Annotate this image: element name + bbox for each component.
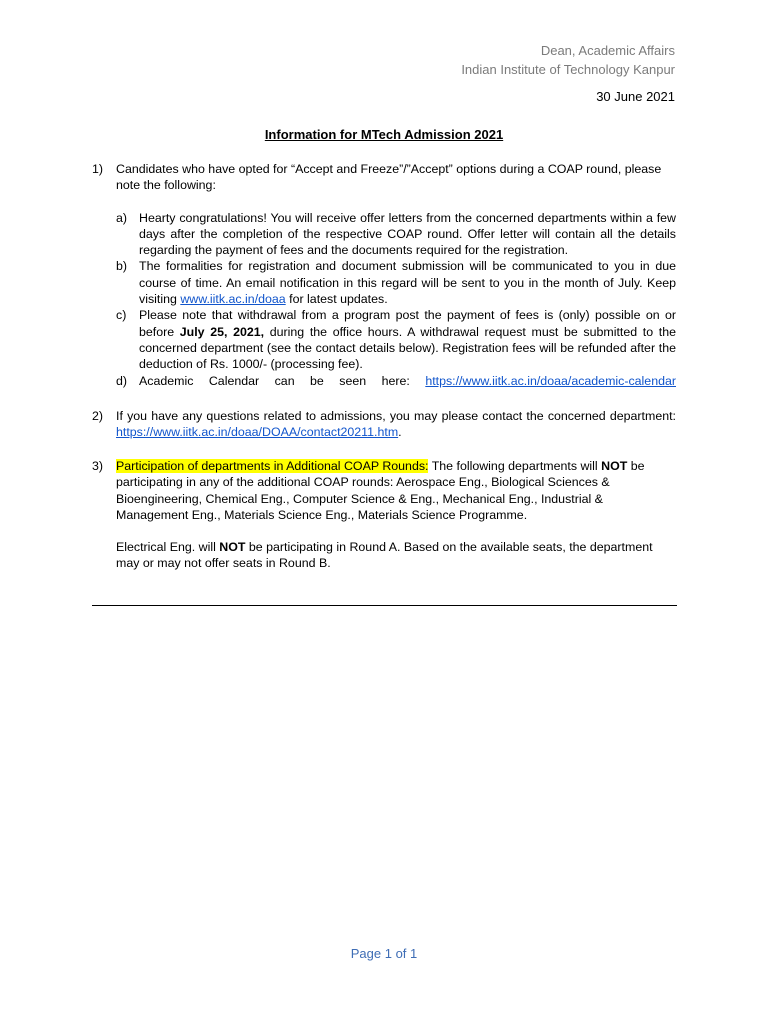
item-2-number: 2): [92, 409, 104, 423]
header-dean: Dean, Academic Affairs: [540, 43, 675, 58]
list-item-3: [92, 458, 676, 572]
sub-item-b: [116, 258, 676, 307]
sub-item-b-label: b): [116, 259, 128, 274]
item-1-text: Candidates who have opted for “Accept and Freeze”/”Accept” options during a COAP round, please note the following:: [116, 162, 662, 193]
sub-item-a-label: a): [116, 210, 128, 225]
page-number: Page 1 of 1: [350, 946, 418, 961]
item-1-number: 1): [92, 162, 104, 176]
item-3-text: Participation of departments in Additional COAP Rounds: The following departments will NOT be participating in any of the additional COAP rounds: Aerospace Eng., Biological Sciences & Bioengineering, Chemical Eng., Computer Science & Eng., Mechanical Eng., Industrial & Management Eng., Materials Science Eng., Materials Science Programme.: [116, 459, 645, 522]
list-item-2: [92, 408, 676, 441]
sub-item-c-text: Please note that withdrawal from a program post the payment of fees is (only) possible on or before July 25, 2021, during the office hours. A withdrawal request must be submitted to the concerned department (see the contact details below). Registration fees will be refunded after the deduction of Rs. 1000/- (processing fee).: [139, 308, 676, 372]
highlighted-heading: Participation of departments in Additional COAP Rounds:: [116, 459, 429, 473]
item-3-electrical-note: Electrical Eng. will NOT be participating in Round A. Based on the available seats, the department may or may not offer seats in Round B.: [116, 540, 653, 571]
sub-item-a: [116, 210, 676, 259]
divider-line: [92, 605, 677, 606]
document-date: 30 June 2021: [596, 89, 675, 104]
sub-item-d-text: Academic Calendar can be seen here: https://www.iitk.ac.in/doaa/academic-calendar: [139, 373, 676, 388]
sub-item-d-label: d): [116, 373, 128, 388]
withdrawal-deadline: July 25, 2021,: [179, 324, 265, 339]
sub-item-c-label: c): [116, 308, 127, 323]
sub-item-a-text: Hearty congratulations! You will receive offer letters from the concerned departments within a few days after the completion of the respective COAP round. Offer letter will contain all the details regarding the payment of fees and the documents required for the registration.: [139, 210, 676, 258]
page-title: Information for MTech Admission 2021: [264, 127, 504, 142]
item-2-text: If you have any questions related to admissions, you may please contact the concerned department: https://www.iitk.ac.in/doaa/DOAA/contact20211.htm.: [116, 409, 676, 440]
list-item-1: [92, 161, 676, 389]
sub-item-b-text: The formalities for registration and document submission will be communicated to you in due course of time. An email notification in this regard will be sent to you in the month of July. Keep visiting www.iitk.ac.in/doaa for latest updates.: [139, 259, 676, 307]
header-institute: Indian Institute of Technology Kanpur: [461, 62, 675, 77]
contact-link[interactable]: https://www.iitk.ac.in/doaa/DOAA/contact20211.htm: [116, 425, 399, 440]
academic-calendar-link[interactable]: https://www.iitk.ac.in/doaa/academic-calendar: [425, 373, 676, 388]
sub-item-c: [116, 307, 676, 372]
sub-item-d: [116, 373, 676, 389]
doaa-link[interactable]: www.iitk.ac.in/doaa: [180, 292, 286, 307]
item-3-number: 3): [92, 459, 104, 473]
